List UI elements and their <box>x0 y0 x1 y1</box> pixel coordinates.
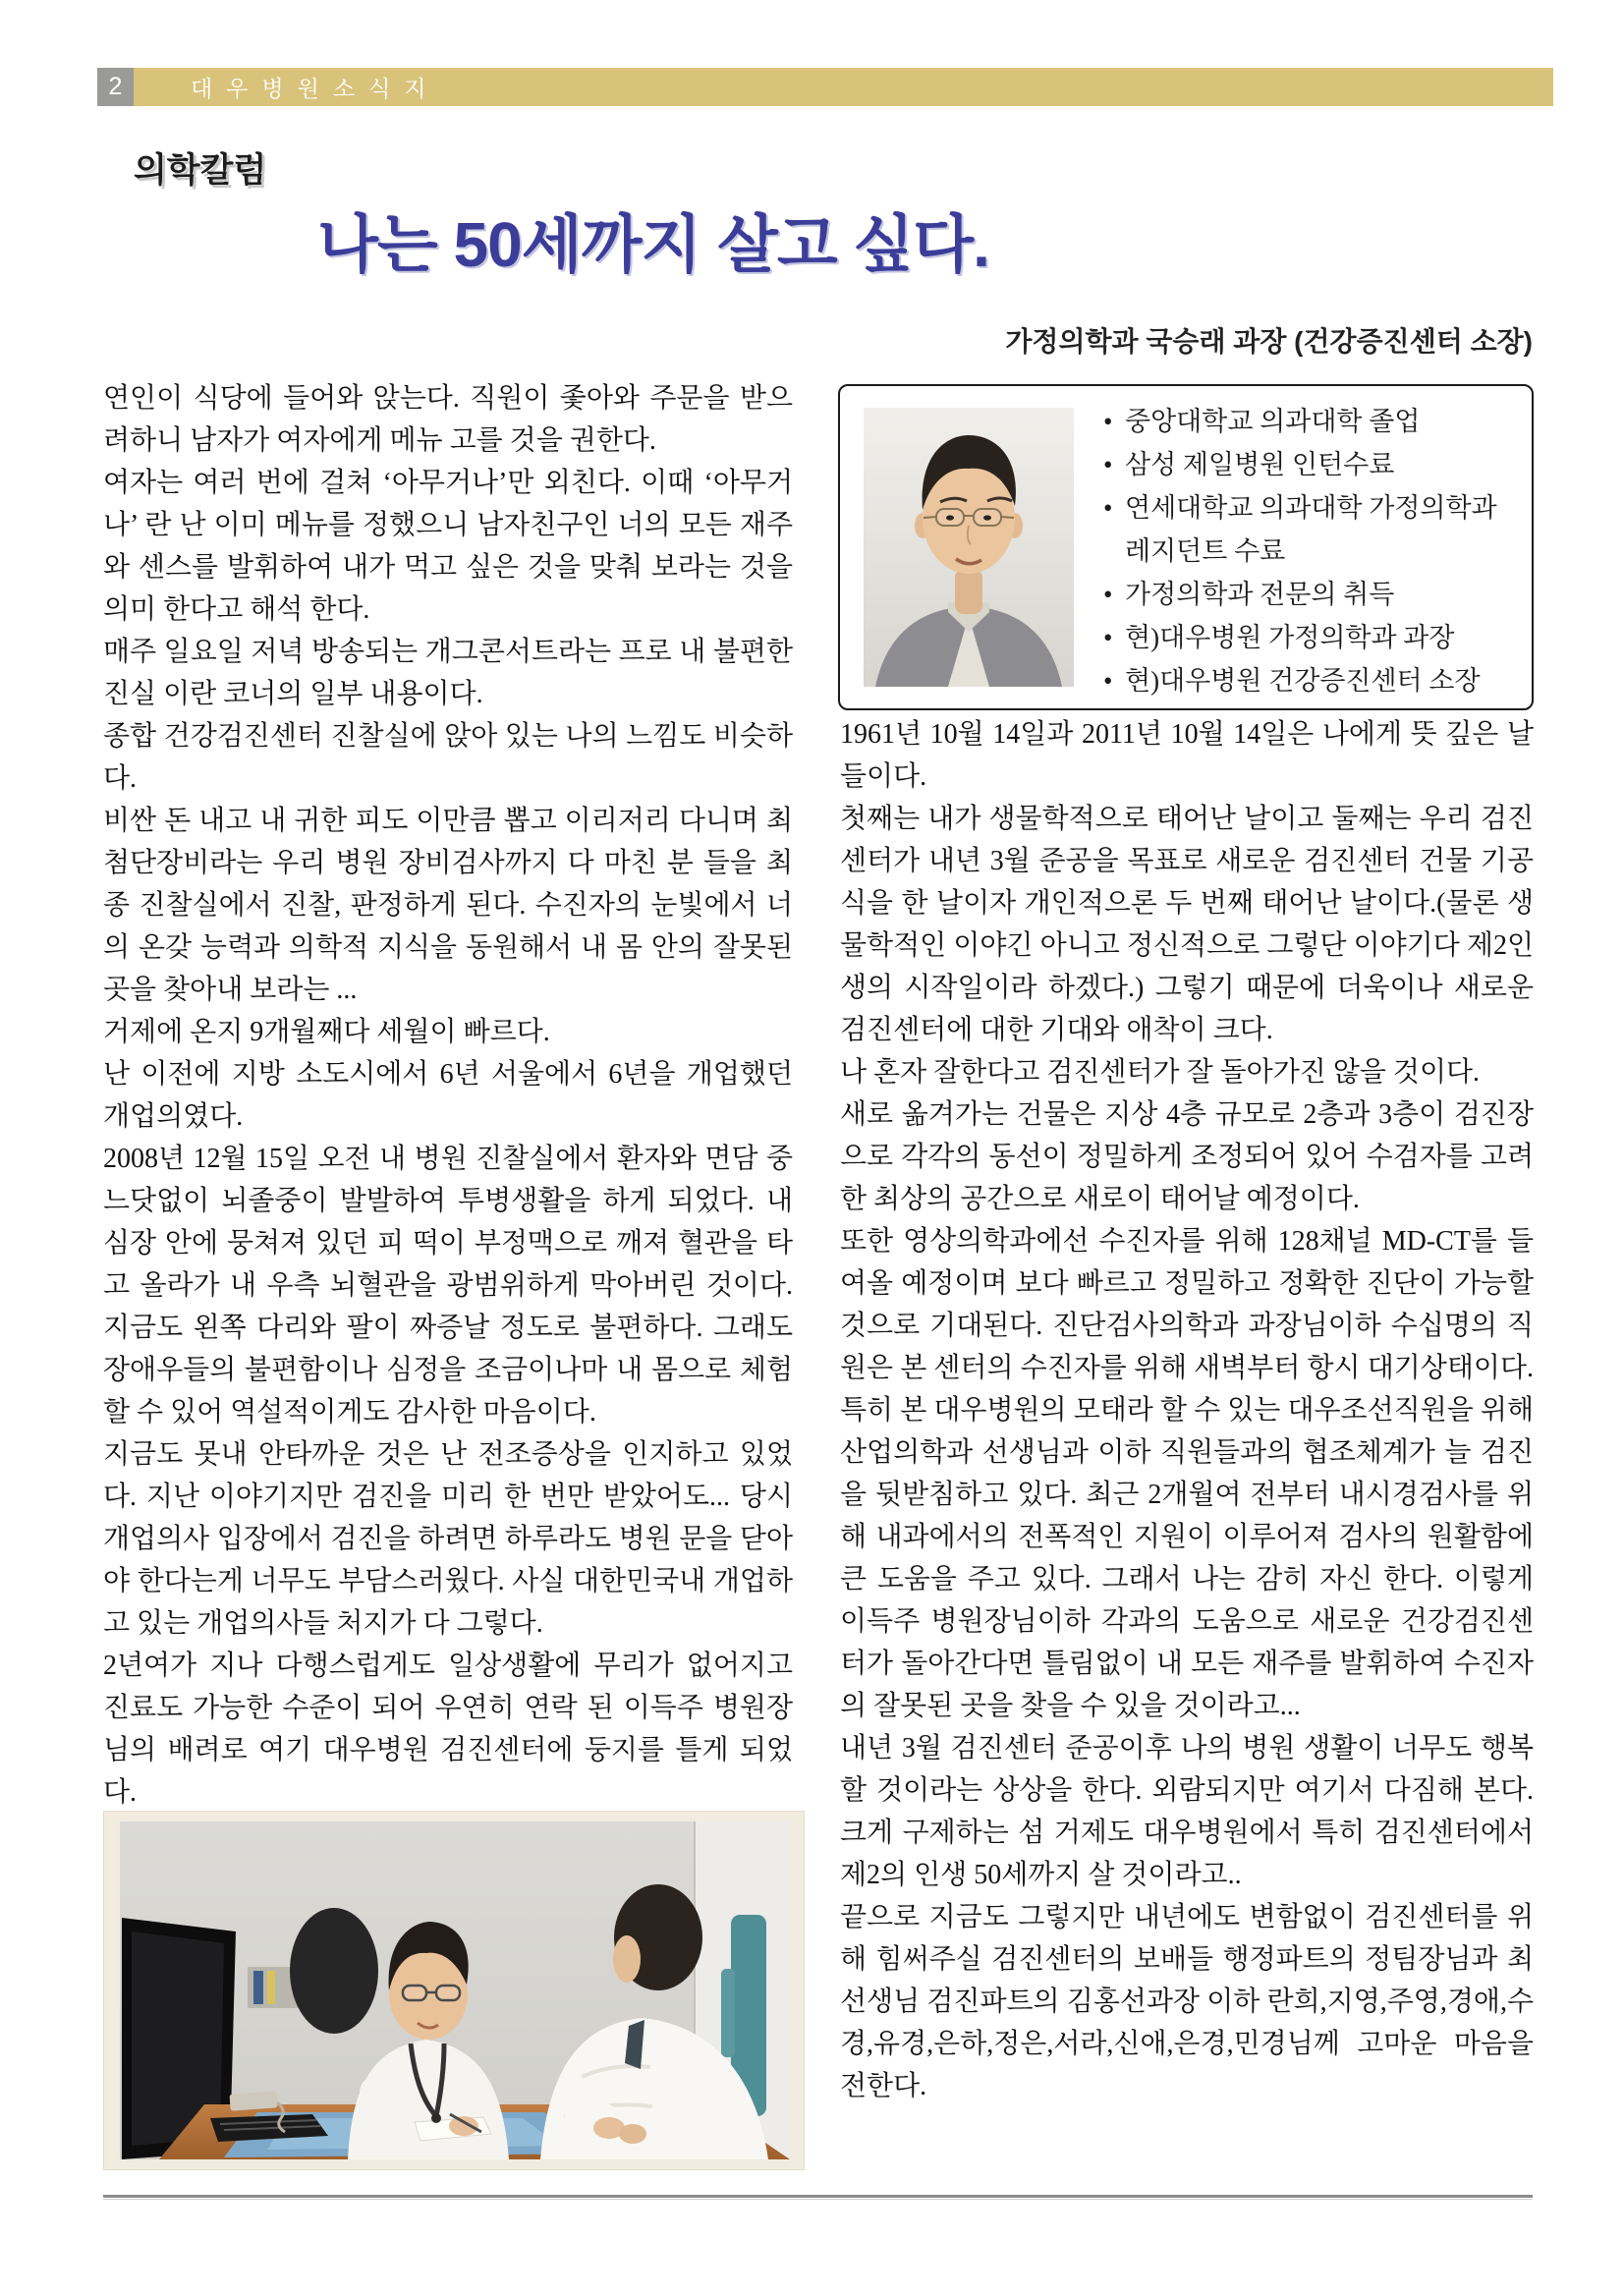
paragraph: 거제에 온지 9개월째다 세월이 빠르다. <box>103 1017 550 1047</box>
credential-item: • 중앙대학교 의과대학 졸업 <box>1101 400 1514 443</box>
paragraph: 종합 건강검진센터 진찰실에 앉아 있는 나의 느낌도 비슷하다. <box>103 721 793 794</box>
page-header <box>97 68 1553 106</box>
portrait-illustration <box>864 408 1074 687</box>
page-number: 2 <box>97 68 134 106</box>
section-label: 의학칼럼 <box>134 151 267 190</box>
paragraph: 새로 옮겨가는 건물은 지상 4층 규모로 2층과 3층이 검진장으로 각각의 동선이 정밀하게 조정되어 있어 수검자를 고려한 최상의 공간으로 새로이 태어날 예정이다. <box>840 1099 1534 1214</box>
consultation-photo-frame <box>103 1811 805 2170</box>
paragraph: 1961년 10월 14일과 2011년 10월 14일은 나에게 뜻 깊은 날 들이다. <box>840 719 1534 792</box>
bottom-divider <box>103 2195 1533 2201</box>
article-title: 나는 50세까지 살고 싶다. <box>317 209 989 280</box>
paragraph: 지금도 못내 안타까운 것은 난 전조증상을 인지하고 있었다. 지난 이야기지만 검진을 미리 한 번만 받았어도... 당시 개업의사 입장에서 검진을 하려면 하루라도 병원 문을 닫아야 한다는게 너무도 부담스러웠다. 사실 대한민국내 개업하고 있는 개업의사들 처지가 다 그렇다. <box>103 1439 793 1639</box>
paragraph: 첫째는 내가 생물학적으로 태어난 날이고 둘째는 우리 검진센터가 내년 3월 준공을 목표로 새로운 검진센터 건물 기공식을 한 날이자 개인적으론 두 번째 태어난 날이다.(물론 생물학적인 이야긴 아니고 정신적으로 그렇단 이야기다 제2인생의 시작일이라 하겠다.) 그렇기 때문에 더욱이나 새로운 검진센터에 대한 기대와 애착이 크다. <box>840 804 1534 1045</box>
paragraph: 매주 일요일 저녁 방송되는 개그콘서트라는 프로 내 불편한 진실 이란 코너의 일부 내용이다. <box>103 637 793 709</box>
paragraph: 또한 영상의학과에선 수진자를 위해 128채널 MD-CT를 들여올 예정이며 보다 빠르고 정밀하고 정확한 진단이 가능할 것으로 기대된다. 진단검사의학과 과장님이하 수십명의 직원은 본 센터의 수진자를 위해 새벽부터 항시 대기상태이다. 특히 본 대우병원의 모태라 할 수 있는 대우조선직원을 위해 산업의학과 선생님과 이하 직원들과의 협조체계가 늘 검진을 뒷받침하고 있다. 최근 2개월여 전부터 내시경검사를 위해 내과에서의 전폭적인 지원이 이루어져 검사의 원활함에 큰 도움을 주고 있다. 그래서 나는 감히 자신 한다. 이렇게 이득주 병원장님이하 각과의 도움으로 새로운 건강검진센터가 돌아간다면 틀림없이 내 모든 재주를 발휘하여 수진자의 잘못된 곳을 찾을 수 있을 것이라고... <box>840 1226 1534 1721</box>
paragraph: 연인이 식당에 들어와 앉는다. 직원이 좇아와 주문을 받으려하니 남자가 여자에게 메뉴 고를 것을 권한다. <box>103 383 793 456</box>
paragraph: 여자는 여러 번에 걸쳐 ‘아무거나’만 외친다. 이때 ‘아무거나’ 란 난 이미 메뉴를 정했으니 남자친구인 너의 모든 재주와 센스를 발휘하여 내가 먹고 싶은 것을 맞춰 보라는 것을 의미 한다고 해석 한다. <box>103 468 793 625</box>
paragraph: 난 이전에 지방 소도시에서 6년 서울에서 6년을 개업했던 개업의였다. <box>103 1059 793 1132</box>
paragraph: 나 혼자 잘한다고 검진센터가 잘 돌아가진 않을 것이다. <box>840 1057 1481 1088</box>
author-portrait-photo <box>864 408 1074 687</box>
paragraph: 2008년 12월 15일 오전 내 병원 진찰실에서 환자와 면담 중 느닷없이 뇌졸중이 발발하여 투병생활을 하게 되었다. 내 심장 안에 뭉쳐져 있던 피 떡이 부정맥으로 깨져 혈관을 타고 올라가 내 우측 뇌혈관을 광범위하게 막아버린 것이다. 지금도 왼쪽 다리와 팔이 짜증날 정도로 불편하다. 그래도 장애우들의 불편함이나 심정을 조금이나마 내 몸으로 체험할 수 있어 역설적이게도 감사한 마음이다. <box>103 1144 793 1427</box>
paragraph: 끝으로 지금도 그렇지만 내년에도 변함없이 검진센터를 위해 힘써주실 검진센터의 보배들 행정파트의 정팀장님과 최선생님 검진파트의 김홍선과장 이하 란희,지영,주영,경애,수경,유경,은하,정은,서라,신애,은경,민경님께 고마운 마음을 전한다. <box>840 1902 1534 2101</box>
left-column-text <box>103 377 793 1814</box>
credentials-list <box>1101 400 1514 702</box>
credential-item: • 현)대우병원 건강증진센터 소장 <box>1101 659 1514 702</box>
credential-item: • 현)대우병원 가정의학과 과장 <box>1101 616 1514 659</box>
paragraph: 내년 3월 검진센터 준공이후 나의 병원 생활이 너무도 행복할 것이라는 상상을 한다. 외람되지만 여기서 다짐해 본다. 크게 구제하는 섬 거제도 대우병원에서 특히 검진센터에서 제2의 인생 50세까지 살 것이라고.. <box>840 1733 1534 1890</box>
author-profile-box <box>838 384 1534 710</box>
article-byline: 가정의학과 국승래 과장 (건강증진센터 소장) <box>1005 326 1533 357</box>
paragraph: 비싼 돈 내고 내 귀한 피도 이만큼 뽑고 이리저리 다니며 최첨단장비라는 우리 병원 장비검사까지 다 마친 분 들을 최종 진찰실에서 진찰, 판정하게 된다. 수진자의 눈빛에서 너의 온갖 능력과 의학적 지식을 동원해서 내 몸 안의 잘못된 곳을 찾아내 보라는 ... <box>103 806 793 1005</box>
paragraph: 2년여가 지나 다행스럽게도 일상생활에 무리가 없어지고 진료도 가능한 수준이 되어 우연히 연락 된 이득주 병원장님의 배려로 여기 대우병원 검진센터에 둥지를 틀게 되었다. <box>103 1651 793 1808</box>
right-column-text <box>840 713 1534 2107</box>
credential-item: • 삼성 제일병원 인턴수료 <box>1101 443 1514 486</box>
consultation-illustration <box>120 1821 790 2159</box>
newsletter-title: 대우병원소식지 <box>191 76 440 101</box>
credential-item: • 연세대학교 의과대학 가정의학과 레지던트 수료 <box>1101 486 1514 573</box>
newsletter-title-bar <box>134 68 1553 106</box>
credential-item: • 가정의학과 전문의 취득 <box>1101 573 1514 616</box>
consultation-photo <box>120 1821 790 2159</box>
